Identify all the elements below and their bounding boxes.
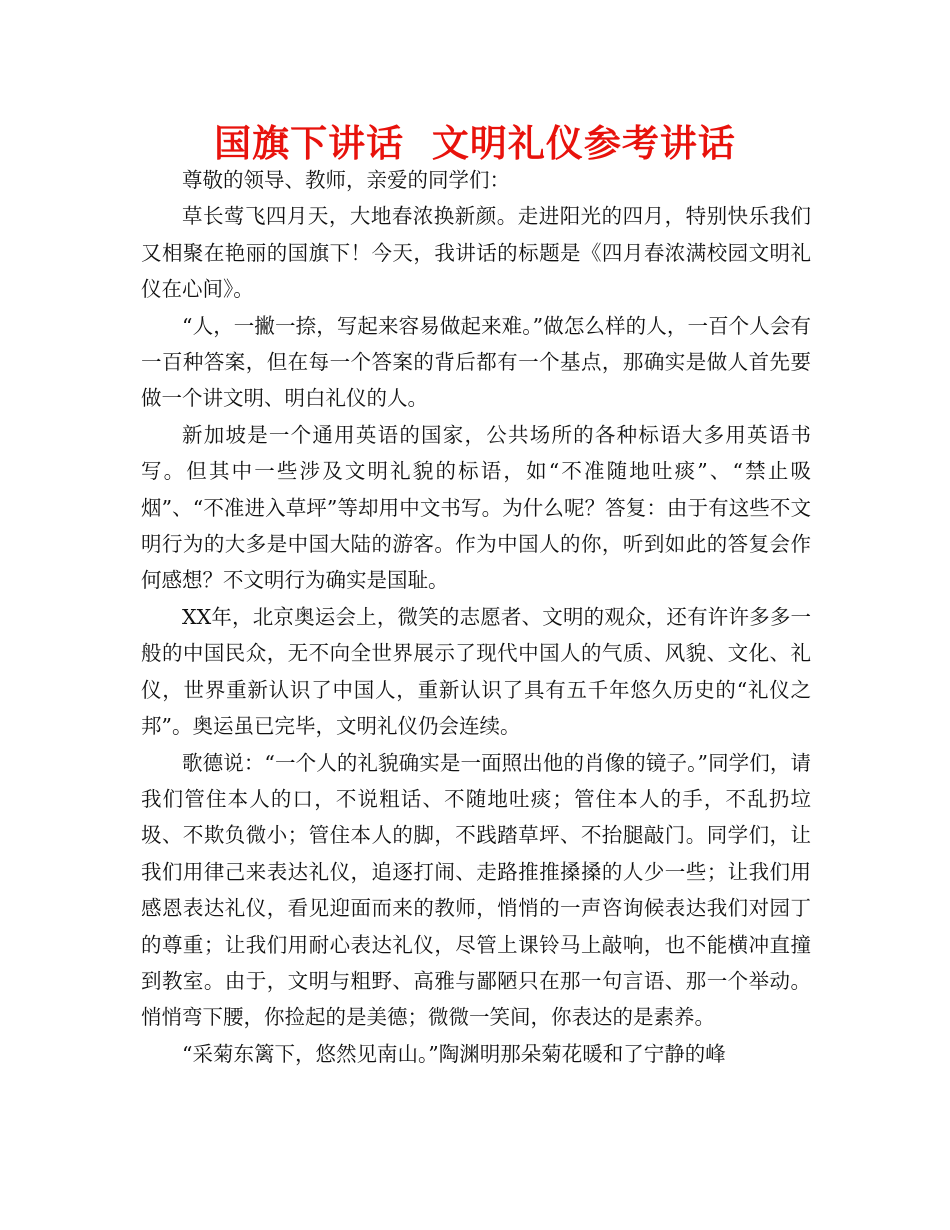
- paragraph: XX年，北京奥运会上，微笑的志愿者、文明的观众，还有许许多多一般的中国民众，无不向全世界展示了现代中国人的气质、风貌、文化、礼仪，世界重新认识了中国人，重新认识了具有五千年悠久历史的“礼仪之邦”。奥运虽已完毕，文明礼仪仍会连续。: [141, 604, 811, 739]
- paragraph: 草长莺飞四月天，大地春浓换新颜。走进阳光的四月，特别快乐我们又相聚在艳丽的国旗下！今天，我讲话的标题是《四月春浓满校园文明礼仪在心间》。: [141, 204, 811, 302]
- document-body: [141, 162, 811, 1072]
- paragraph: 新加坡是一个通用英语的国家，公共场所的各种标语大多用英语书写。但其中一些涉及文明礼貌的标语，如“不准随地吐痰”、“禁止吸烟”、“不准进入草坪”等却用中文书写。为什么呢？答复：由于有这些不文明行为的大多是中国大陆的游客。作为中国人的你，听到如此的答复会作何感想？不文明行为确实是国耻。: [141, 422, 811, 593]
- paragraph-greeting: 尊敬的领导、教师，亲爱的同学们：: [182, 168, 510, 192]
- paragraph: “采菊东篱下，悠然见南山。”陶渊明那朵菊花暖和了宁静的峰: [182, 1041, 726, 1066]
- paragraph: “人，一撇一捺，写起来容易做起来难。”做怎么样的人，一百个人会有一百种答案，但在每一个答案的背后都有一个基点，那确实是做人首先要做一个讲文明、明白礼仪的人。: [141, 313, 811, 411]
- document-title: 国旗下讲话 文明礼仪参考讲话: [214, 122, 736, 165]
- paragraph: 歌德说：“一个人的礼貌确实是一面照出他的肖像的镜子。”同学们，请我们管住本人的口，不说粗话、不随地吐痰；管住本人的手，不乱扔垃圾、不欺负微小；管住本人的脚，不践踏草坪、不抬腿敲门。同学们，让我们用律己来表达礼仪，追逐打闹、走路推推搡搡的人少一些；让我们用感恩表达礼仪，看见迎面而来的教师，悄悄的一声咨询候表达我们对园丁的尊重；让我们用耐心表达礼仪，尽管上课铃马上敲响，也不能横冲直撞到教室。由于，文明与粗野、高雅与鄙陋只在那一句言语、那一个举动。悄悄弯下腰，你捡起的是美德；微微一笑间，你表达的是素养。: [141, 750, 811, 1030]
